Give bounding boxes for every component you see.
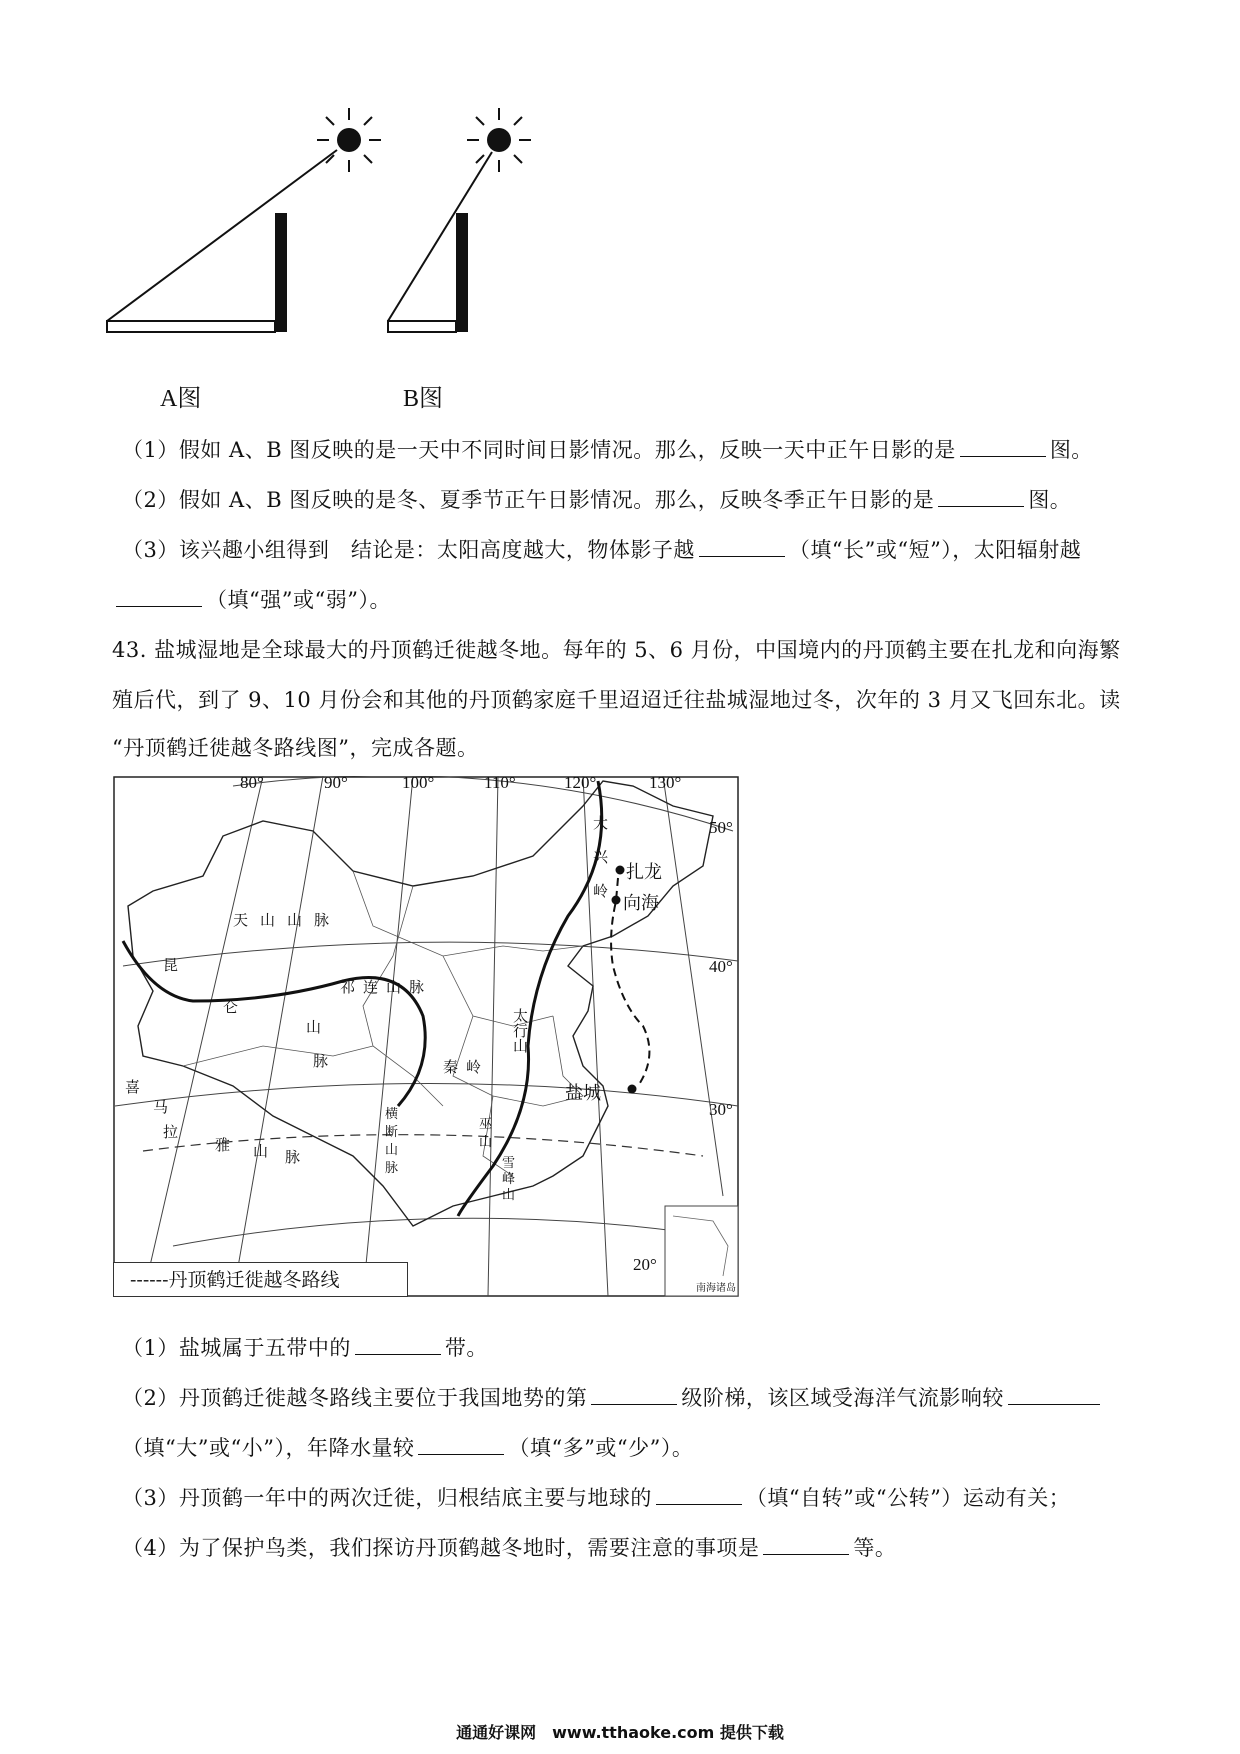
lat-label: 50° [709, 818, 733, 837]
figure-a-label: A图 [160, 386, 202, 412]
question-1-2: （2）假如 A、B 图反映的是冬、夏季节正午日影情况。那么，反映冬季正午日影的是 图。 [122, 488, 1072, 512]
lon-label: 130° [649, 773, 682, 792]
place-himalaya: 喜 [125, 1078, 141, 1096]
place-kunlun: 仑 [223, 998, 239, 1016]
lat-label: 40° [709, 957, 733, 976]
place-himalaya: 拉 [163, 1123, 179, 1141]
crane-migration-map [113, 773, 739, 1297]
place-zhalong: 扎龙 [626, 862, 662, 883]
lon-label: 110° [484, 773, 516, 792]
answer-blank[interactable] [960, 438, 1046, 457]
place-xuefeng: 雪峰山 [502, 1156, 516, 1203]
q43-intro-line-2: 殖后代，到了 9、10 月份会和其他的丹顶鹤家庭千里迢迢迁往盐城湿地过冬，次年的 3 月又飞回东北。读 [112, 688, 1121, 712]
question-1-3: （3）该兴趣小组得到 结论是：太阳高度越大，物体影子越 （填“长”或“短”），太阳辐射越 [122, 538, 1082, 562]
answer-blank[interactable] [116, 588, 202, 607]
place-himalaya: 雅 [215, 1136, 231, 1154]
map-legend: ------丹顶鹤迁徙越冬路线 [113, 1262, 408, 1297]
place-himalaya: 马 [153, 1098, 169, 1116]
lon-label: 90° [324, 773, 348, 792]
question-2-2: （2）丹顶鹤迁徙越冬路线主要位于我国地势的第 级阶梯，该区域受海洋气流影响较 [122, 1382, 1104, 1412]
place-himalaya: 山 [253, 1142, 269, 1160]
q43-intro-line-1: 43. 盐城湿地是全球最大的丹顶鹤迁徙越冬地。每年的 5、6 月份，中国境内的丹顶鹤主要在扎龙和向海繁 [112, 638, 1121, 662]
lon-label: 80° [240, 773, 264, 792]
answer-blank[interactable] [656, 1486, 742, 1505]
sun-icon-b [467, 108, 531, 172]
place-south-sea: 南海诸岛 [696, 1283, 736, 1294]
sun-shadow-figures [105, 88, 565, 378]
answer-blank[interactable] [938, 488, 1024, 507]
figure-b-label: B图 [403, 386, 444, 412]
sun-icon-a [317, 108, 381, 172]
lat-label: 20° [633, 1255, 657, 1274]
answer-blank[interactable] [763, 1536, 849, 1555]
answer-blank[interactable] [699, 538, 785, 557]
place-kunlun: 脉 [313, 1052, 329, 1070]
question-2-4: （4）为了保护鸟类，我们探访丹顶鹤越冬地时，需要注意的事项是 等。 [122, 1536, 897, 1560]
lat-label: 30° [709, 1100, 733, 1119]
lon-label: 120° [564, 773, 597, 792]
answer-blank[interactable] [418, 1436, 504, 1455]
q43-intro-line-3: “丹顶鹤迁徙越冬路线图”，完成各题。 [112, 736, 479, 760]
place-xianghai: 向海 [623, 893, 659, 914]
figure-b [388, 108, 531, 332]
question-1-3-cont: （填“强”或“弱”）。 [112, 584, 391, 614]
map-drawing [113, 776, 739, 1297]
place-qilian: 祁连山脉 [340, 978, 433, 996]
place-wushan: 巫山 [479, 1117, 493, 1150]
question-1-1: （1）假如 A、B 图反映的是一天中不同时间日影情况。那么，反映一天中正午日影的是 图。 [122, 438, 1093, 462]
answer-blank[interactable] [591, 1386, 677, 1405]
page-footer[interactable]: 通通好课网 www.tthaoke.com 提供下载 [456, 1723, 784, 1742]
question-2-1: （1）盐城属于五带中的 带。 [122, 1336, 488, 1360]
answer-blank[interactable] [355, 1336, 441, 1355]
place-qinling: 秦岭 [443, 1058, 490, 1076]
place-himalaya: 脉 [285, 1148, 301, 1166]
lon-label: 100° [402, 773, 435, 792]
place-taihang: 太行山 [513, 1007, 529, 1055]
question-2-2-cont: （填“大”或“小”），年降水量较 （填“多”或“少”）。 [122, 1436, 694, 1460]
answer-blank[interactable] [1008, 1386, 1100, 1405]
place-hengduan: 横断山脉 [385, 1107, 399, 1176]
place-kunlun: 昆 [163, 956, 179, 974]
place-tianshan: 天山山脉 [233, 911, 342, 929]
place-daxing: 大兴岭 [593, 814, 609, 900]
figure-a [107, 108, 381, 332]
place-yancheng: 盐城 [565, 1083, 601, 1104]
place-kunlun: 山 [306, 1018, 322, 1036]
question-2-3: （3）丹顶鹤一年中的两次迁徙，归根结底主要与地球的 （填“自转”或“公转”）运动有关； [122, 1486, 1071, 1510]
